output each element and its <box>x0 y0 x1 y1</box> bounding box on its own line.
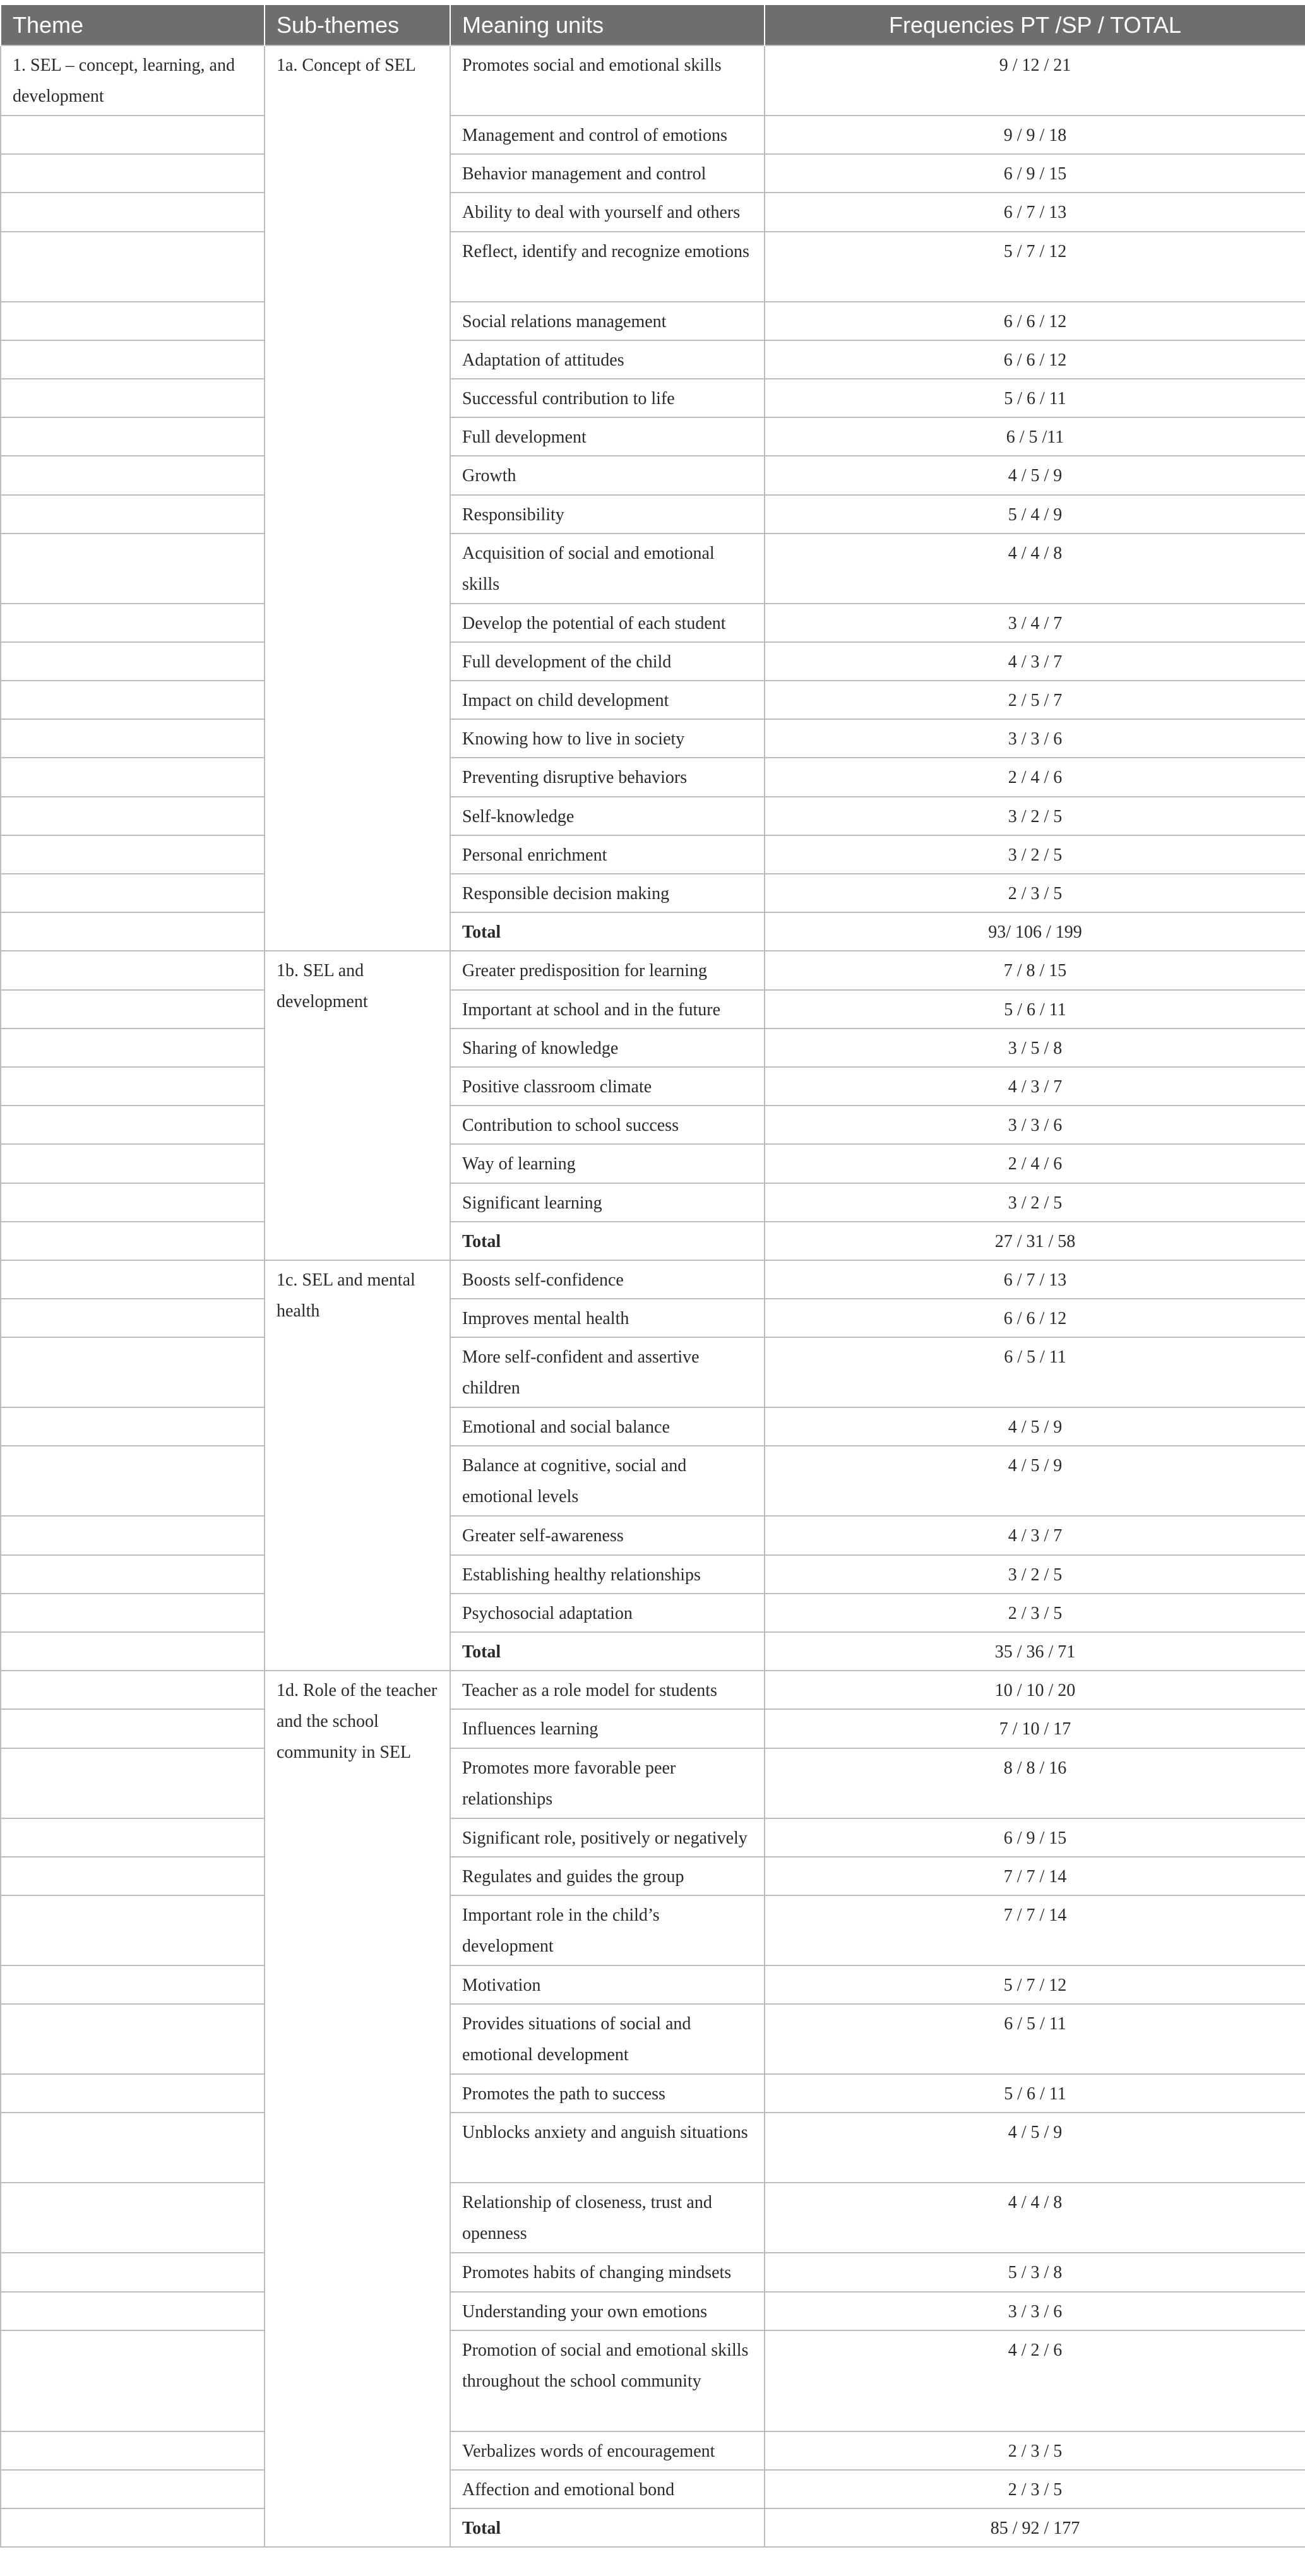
table-row <box>1 1748 1305 1818</box>
empty-theme-cell <box>1 1183 265 1222</box>
meaning-unit-cell: Affection and emotional bond <box>450 2470 765 2508</box>
meaning-unit-cell: Important at school and in the future <box>450 990 765 1029</box>
table-row <box>1 1555 1305 1594</box>
meaning-unit-cell: Growth <box>450 456 765 494</box>
meaning-unit-cell: Understanding your own emotions <box>450 2292 765 2330</box>
frequency-cell: 6 / 5 / 11 <box>765 1337 1305 1407</box>
table-row <box>1 1818 1305 1857</box>
empty-theme-cell <box>1 990 265 1029</box>
meaning-unit-cell: Balance at cognitive, social and emotional levels <box>450 1446 765 1516</box>
frequency-cell: 10 / 10 / 20 <box>765 1671 1305 1709</box>
empty-theme-cell <box>1 797 265 835</box>
table-row <box>1 2074 1305 2113</box>
frequency-cell: 3 / 3 / 6 <box>765 719 1305 758</box>
frequency-cell: 7 / 10 / 17 <box>765 1709 1305 1748</box>
frequency-cell: 8 / 8 / 16 <box>765 1748 1305 1818</box>
frequency-cell: 5 / 6 / 11 <box>765 2074 1305 2113</box>
meaning-unit-cell: Behavior management and control <box>450 154 765 193</box>
table-row <box>1 154 1305 193</box>
empty-theme-cell <box>1 1671 265 1709</box>
empty-theme-cell <box>1 1029 265 1067</box>
table-row <box>1 1337 1305 1407</box>
table-row <box>1 990 1305 1029</box>
table-row <box>1 1029 1305 1067</box>
frequency-cell: 5 / 3 / 8 <box>765 2253 1305 2291</box>
meaning-unit-cell: Psychosocial adaptation <box>450 1594 765 1632</box>
frequency-cell: 3 / 2 / 5 <box>765 1555 1305 1594</box>
meaning-unit-cell: Teacher as a role model for students <box>450 1671 765 1709</box>
meaning-unit-cell: Adaptation of attitudes <box>450 340 765 379</box>
frequency-cell: 5 / 6 / 11 <box>765 990 1305 1029</box>
meaning-unit-cell: Management and control of emotions <box>450 116 765 154</box>
table-body <box>1 45 1305 2547</box>
meaning-unit-cell: Ability to deal with yourself and others <box>450 193 765 231</box>
table-row <box>1 116 1305 154</box>
table-row <box>1 1183 1305 1222</box>
meaning-unit-cell: Greater self-awareness <box>450 1516 765 1554</box>
total-label: Total <box>450 1222 765 1260</box>
table-row <box>1 2330 1305 2431</box>
frequency-cell: 7 / 8 / 15 <box>765 951 1305 989</box>
frequency-cell: 3 / 4 / 7 <box>765 604 1305 642</box>
meaning-unit-cell: Significant learning <box>450 1183 765 1222</box>
table-row <box>1 1895 1305 1965</box>
table-header <box>1 5 1305 45</box>
frequency-cell: 2 / 3 / 5 <box>765 2470 1305 2508</box>
meaning-unit-cell: Acquisition of social and emotional skills <box>450 534 765 604</box>
empty-theme-cell <box>1 2074 265 2113</box>
frequency-cell: 2 / 5 / 7 <box>765 681 1305 719</box>
table-total-row <box>1 912 1305 951</box>
meaning-unit-cell: Full development of the child <box>450 642 765 681</box>
frequency-cell: 3 / 3 / 6 <box>765 1106 1305 1144</box>
meaning-unit-cell: Provides situations of social and emotional development <box>450 2004 765 2074</box>
meaning-unit-cell: Knowing how to live in society <box>450 719 765 758</box>
frequency-cell: 6 / 9 / 15 <box>765 154 1305 193</box>
meaning-unit-cell: Verbalizes words of encouragement <box>450 2431 765 2470</box>
frequency-cell: 9 / 12 / 21 <box>765 45 1305 116</box>
frequency-cell: 2 / 3 / 5 <box>765 1594 1305 1632</box>
meaning-unit-cell: Full development <box>450 417 765 456</box>
meaning-unit-cell: Significant role, positively or negatively <box>450 1818 765 1857</box>
meaning-unit-cell: Influences learning <box>450 1709 765 1748</box>
empty-theme-cell <box>1 1632 265 1671</box>
frequency-cell: 2 / 4 / 6 <box>765 758 1305 796</box>
table-row <box>1 45 1305 116</box>
table-row <box>1 2004 1305 2074</box>
subtheme-cell: 1d. Role of the teacher and the school community in SEL <box>265 1671 450 2547</box>
meaning-unit-cell: Unblocks anxiety and anguish situations <box>450 2113 765 2183</box>
empty-theme-cell <box>1 951 265 989</box>
table-row <box>1 2113 1305 2183</box>
meaning-unit-cell: Promotes social and emotional skills <box>450 45 765 116</box>
table-row <box>1 1671 1305 1709</box>
theme-cell: 1. SEL – concept, learning, and development <box>1 45 265 116</box>
empty-theme-cell <box>1 1446 265 1516</box>
meaning-unit-cell: Boosts self-confidence <box>450 1260 765 1299</box>
frequency-cell: 2 / 3 / 5 <box>765 2431 1305 2470</box>
empty-theme-cell <box>1 1748 265 1818</box>
empty-theme-cell <box>1 1555 265 1594</box>
total-frequency-cell: 27 / 31 / 58 <box>765 1222 1305 1260</box>
meaning-unit-cell: Motivation <box>450 1965 765 2004</box>
table-row <box>1 1407 1305 1446</box>
empty-theme-cell <box>1 874 265 912</box>
table-row <box>1 604 1305 642</box>
frequency-cell: 7 / 7 / 14 <box>765 1895 1305 1965</box>
empty-theme-cell <box>1 1260 265 1299</box>
frequency-cell: 3 / 2 / 5 <box>765 1183 1305 1222</box>
data-table <box>0 5 1305 2548</box>
meaning-unit-cell: Impact on child development <box>450 681 765 719</box>
table-row <box>1 951 1305 989</box>
frequency-cell: 9 / 9 / 18 <box>765 116 1305 154</box>
frequency-cell: 2 / 3 / 5 <box>765 874 1305 912</box>
frequency-cell: 6 / 6 / 12 <box>765 340 1305 379</box>
table-row <box>1 1709 1305 1748</box>
empty-theme-cell <box>1 2508 265 2547</box>
empty-theme-cell <box>1 912 265 951</box>
frequency-cell: 4 / 2 / 6 <box>765 2330 1305 2431</box>
table-row <box>1 1516 1305 1554</box>
table-row <box>1 1106 1305 1144</box>
table-row <box>1 1260 1305 1299</box>
empty-theme-cell <box>1 2253 265 2291</box>
frequency-cell: 3 / 2 / 5 <box>765 835 1305 874</box>
table-row <box>1 534 1305 604</box>
empty-theme-cell <box>1 2004 265 2074</box>
table-row <box>1 2431 1305 2470</box>
empty-theme-cell <box>1 495 265 534</box>
frequency-cell: 6 / 9 / 15 <box>765 1818 1305 1857</box>
meaning-unit-cell: Way of learning <box>450 1144 765 1183</box>
table-row <box>1 417 1305 456</box>
empty-theme-cell <box>1 1857 265 1895</box>
empty-theme-cell <box>1 302 265 340</box>
header-theme: Theme <box>1 5 265 45</box>
header-subthemes: Sub-themes <box>265 5 450 45</box>
table-row <box>1 379 1305 417</box>
empty-theme-cell <box>1 1144 265 1183</box>
empty-theme-cell <box>1 534 265 604</box>
frequency-cell: 6 / 5 / 11 <box>765 2004 1305 2074</box>
frequency-cell: 4 / 3 / 7 <box>765 642 1305 681</box>
empty-theme-cell <box>1 835 265 874</box>
empty-theme-cell <box>1 1106 265 1144</box>
empty-theme-cell <box>1 642 265 681</box>
table-total-row <box>1 1222 1305 1260</box>
subtheme-cell: 1a. Concept of SEL <box>265 45 450 951</box>
total-label: Total <box>450 1632 765 1671</box>
table-row <box>1 758 1305 796</box>
empty-theme-cell <box>1 2431 265 2470</box>
empty-theme-cell <box>1 1818 265 1857</box>
meaning-unit-cell: Promotes more favorable peer relationships <box>450 1748 765 1818</box>
meaning-unit-cell: Self-knowledge <box>450 797 765 835</box>
empty-theme-cell <box>1 681 265 719</box>
meaning-unit-cell: Responsible decision making <box>450 874 765 912</box>
meaning-unit-cell: Greater predisposition for learning <box>450 951 765 989</box>
frequency-cell: 4 / 3 / 7 <box>765 1516 1305 1554</box>
empty-theme-cell <box>1 1299 265 1337</box>
frequency-cell: 3 / 3 / 6 <box>765 2292 1305 2330</box>
empty-theme-cell <box>1 604 265 642</box>
empty-theme-cell <box>1 456 265 494</box>
table-row <box>1 302 1305 340</box>
table-row <box>1 719 1305 758</box>
frequency-cell: 6 / 7 / 13 <box>765 1260 1305 1299</box>
meaning-unit-cell: Sharing of knowledge <box>450 1029 765 1067</box>
meaning-unit-cell: Promotes the path to success <box>450 2074 765 2113</box>
table-total-row <box>1 1632 1305 1671</box>
meaning-unit-cell: Personal enrichment <box>450 835 765 874</box>
table-row <box>1 2470 1305 2508</box>
subtheme-cell: 1c. SEL and mental health <box>265 1260 450 1671</box>
empty-theme-cell <box>1 2113 265 2183</box>
empty-theme-cell <box>1 1709 265 1748</box>
total-frequency-cell: 93/ 106 / 199 <box>765 912 1305 951</box>
table-row <box>1 1067 1305 1106</box>
meaning-unit-cell: Responsibility <box>450 495 765 534</box>
empty-theme-cell <box>1 340 265 379</box>
total-label: Total <box>450 912 765 951</box>
table-row <box>1 456 1305 494</box>
table-row <box>1 232 1305 302</box>
frequency-cell: 5 / 6 / 11 <box>765 379 1305 417</box>
empty-theme-cell <box>1 1407 265 1446</box>
total-frequency-cell: 85 / 92 / 177 <box>765 2508 1305 2547</box>
empty-theme-cell <box>1 379 265 417</box>
table-row <box>1 681 1305 719</box>
frequency-cell: 3 / 2 / 5 <box>765 797 1305 835</box>
empty-theme-cell <box>1 1337 265 1407</box>
frequency-cell: 5 / 4 / 9 <box>765 495 1305 534</box>
frequency-cell: 3 / 5 / 8 <box>765 1029 1305 1067</box>
frequency-cell: 4 / 3 / 7 <box>765 1067 1305 1106</box>
table-row <box>1 1965 1305 2004</box>
table-row <box>1 1299 1305 1337</box>
frequency-cell: 6 / 7 / 13 <box>765 193 1305 231</box>
table-row <box>1 2183 1305 2253</box>
frequency-cell: 5 / 7 / 12 <box>765 232 1305 302</box>
empty-theme-cell <box>1 1222 265 1260</box>
frequency-cell: 4 / 5 / 9 <box>765 2113 1305 2183</box>
frequency-cell: 6 / 6 / 12 <box>765 1299 1305 1337</box>
empty-theme-cell <box>1 1067 265 1106</box>
empty-theme-cell <box>1 758 265 796</box>
empty-theme-cell <box>1 417 265 456</box>
frequency-cell: 4 / 5 / 9 <box>765 456 1305 494</box>
table-row <box>1 495 1305 534</box>
table-row <box>1 2292 1305 2330</box>
frequency-cell: 5 / 7 / 12 <box>765 1965 1305 2004</box>
meaning-unit-cell: Preventing disruptive behaviors <box>450 758 765 796</box>
empty-theme-cell <box>1 2292 265 2330</box>
empty-theme-cell <box>1 1895 265 1965</box>
frequency-cell: 4 / 5 / 9 <box>765 1407 1305 1446</box>
table-row <box>1 835 1305 874</box>
table-row <box>1 1857 1305 1895</box>
meaning-unit-cell: Develop the potential of each student <box>450 604 765 642</box>
meaning-unit-cell: Promotion of social and emotional skills throughout the school community <box>450 2330 765 2431</box>
meaning-unit-cell: Important role in the child’s development <box>450 1895 765 1965</box>
frequency-cell: 4 / 4 / 8 <box>765 534 1305 604</box>
table-row <box>1 1144 1305 1183</box>
frequency-cell: 4 / 5 / 9 <box>765 1446 1305 1516</box>
empty-theme-cell <box>1 1965 265 2004</box>
table-row <box>1 642 1305 681</box>
frequency-cell: 6 / 6 / 12 <box>765 302 1305 340</box>
meaning-unit-cell: Improves mental health <box>450 1299 765 1337</box>
meaning-unit-cell: Relationship of closeness, trust and openness <box>450 2183 765 2253</box>
empty-theme-cell <box>1 2183 265 2253</box>
meaning-unit-cell: Emotional and social balance <box>450 1407 765 1446</box>
meaning-unit-cell: Establishing healthy relationships <box>450 1555 765 1594</box>
table-row <box>1 797 1305 835</box>
empty-theme-cell <box>1 1516 265 1554</box>
header-meaning-units: Meaning units <box>450 5 765 45</box>
meaning-unit-cell: Regulates and guides the group <box>450 1857 765 1895</box>
total-label: Total <box>450 2508 765 2547</box>
empty-theme-cell <box>1 1594 265 1632</box>
empty-theme-cell <box>1 2330 265 2431</box>
empty-theme-cell <box>1 232 265 302</box>
table-row <box>1 340 1305 379</box>
meaning-unit-cell: Positive classroom climate <box>450 1067 765 1106</box>
total-frequency-cell: 35 / 36 / 71 <box>765 1632 1305 1671</box>
meaning-unit-cell: Social relations management <box>450 302 765 340</box>
frequency-cell: 6 / 5 /11 <box>765 417 1305 456</box>
table-row <box>1 874 1305 912</box>
meaning-unit-cell: Reflect, identify and recognize emotions <box>450 232 765 302</box>
table-row <box>1 1594 1305 1632</box>
empty-theme-cell <box>1 154 265 193</box>
meaning-unit-cell: Successful contribution to life <box>450 379 765 417</box>
meaning-unit-cell: Contribution to school success <box>450 1106 765 1144</box>
empty-theme-cell <box>1 193 265 231</box>
frequency-cell: 7 / 7 / 14 <box>765 1857 1305 1895</box>
subtheme-cell: 1b. SEL and development <box>265 951 450 1260</box>
empty-theme-cell <box>1 719 265 758</box>
empty-theme-cell <box>1 2470 265 2508</box>
header-frequencies: Frequencies PT /SP / TOTAL <box>765 5 1305 45</box>
frequency-cell: 4 / 4 / 8 <box>765 2183 1305 2253</box>
table-row <box>1 1446 1305 1516</box>
table-row <box>1 2253 1305 2291</box>
table-row <box>1 193 1305 231</box>
meaning-unit-cell: More self-confident and assertive children <box>450 1337 765 1407</box>
frequency-cell: 2 / 4 / 6 <box>765 1144 1305 1183</box>
empty-theme-cell <box>1 116 265 154</box>
meaning-unit-cell: Promotes habits of changing mindsets <box>450 2253 765 2291</box>
table-total-row <box>1 2508 1305 2547</box>
header-row <box>1 5 1305 45</box>
